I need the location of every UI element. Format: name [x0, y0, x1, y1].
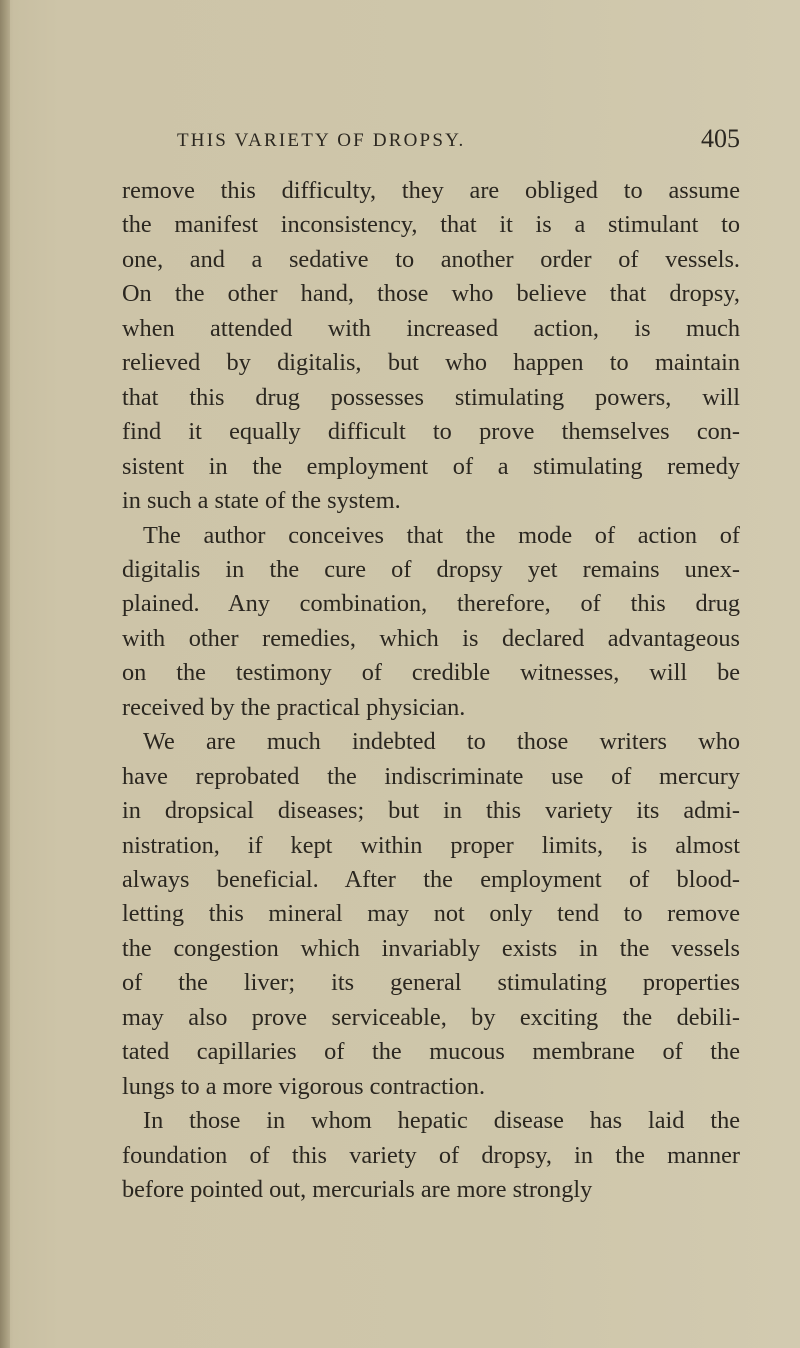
text-line: relieved by digitalis, but who happen to maintain [122, 349, 740, 377]
text-line: one, and a sedative to another order of vessels. [122, 245, 740, 273]
text-line: always beneficial. After the employment of blood- [122, 866, 740, 893]
text-line: on the testimony of credible witnesses, will be [122, 659, 740, 687]
text-line: On the other hand, those who believe that dropsy, [122, 280, 740, 308]
page-binding-edge [0, 0, 10, 1348]
text-line: letting this mineral may not only tend to remove [122, 900, 740, 928]
running-title: THIS VARIETY OF DROPSY. [177, 130, 466, 151]
text-line: digitalis in the cure of dropsy yet remains unex- [122, 555, 740, 583]
text-line: when attended with increased action, is much [122, 314, 740, 342]
text-line: tated capillaries of the mucous membrane of the [122, 1038, 740, 1066]
text-line: have reprobated the indiscriminate use of mercury [122, 762, 740, 790]
text-line: before pointed out, mercurials are more strongly [122, 1176, 593, 1204]
text-line: of the liver; its general stimulating properties [122, 969, 740, 997]
text-line: We are much indebted to those writers who [143, 728, 740, 756]
text-line: the congestion which invariably exists in the vessels [122, 934, 740, 962]
text-line: The author conceives that the mode of action of [143, 521, 740, 549]
text-line: find it equally difficult to prove themselves con- [122, 418, 740, 446]
text-line: with other remedies, which is declared advantageous [122, 624, 740, 652]
text-line: may also prove serviceable, by exciting the debili- [122, 1003, 740, 1031]
text-line: In those in whom hepatic disease has laid the [143, 1107, 740, 1135]
page-number: 405 [701, 124, 740, 153]
text-line: in such a state of the system. [122, 487, 401, 515]
text-line: in dropsical diseases; but in this variety its admi- [122, 797, 740, 825]
text-line: lungs to a more vigorous contraction. [122, 1072, 486, 1100]
text-line: received by the practical physician. [122, 693, 466, 721]
text-line: plained. Any combination, therefore, of this drug [122, 590, 740, 618]
text-line: that this drug possesses stimulating powers, will [122, 383, 740, 411]
running-header [177, 124, 740, 156]
text-line: sistent in the employment of a stimulating remedy [122, 452, 740, 480]
text-line: foundation of this variety of dropsy, in the manner [122, 1141, 740, 1169]
text-line: nistration, if kept within proper limits, is almost [122, 831, 740, 859]
text-line: remove this difficulty, they are obliged to assume [122, 177, 740, 204]
text-line: the manifest inconsistency, that it is a stimulant to [122, 211, 740, 239]
